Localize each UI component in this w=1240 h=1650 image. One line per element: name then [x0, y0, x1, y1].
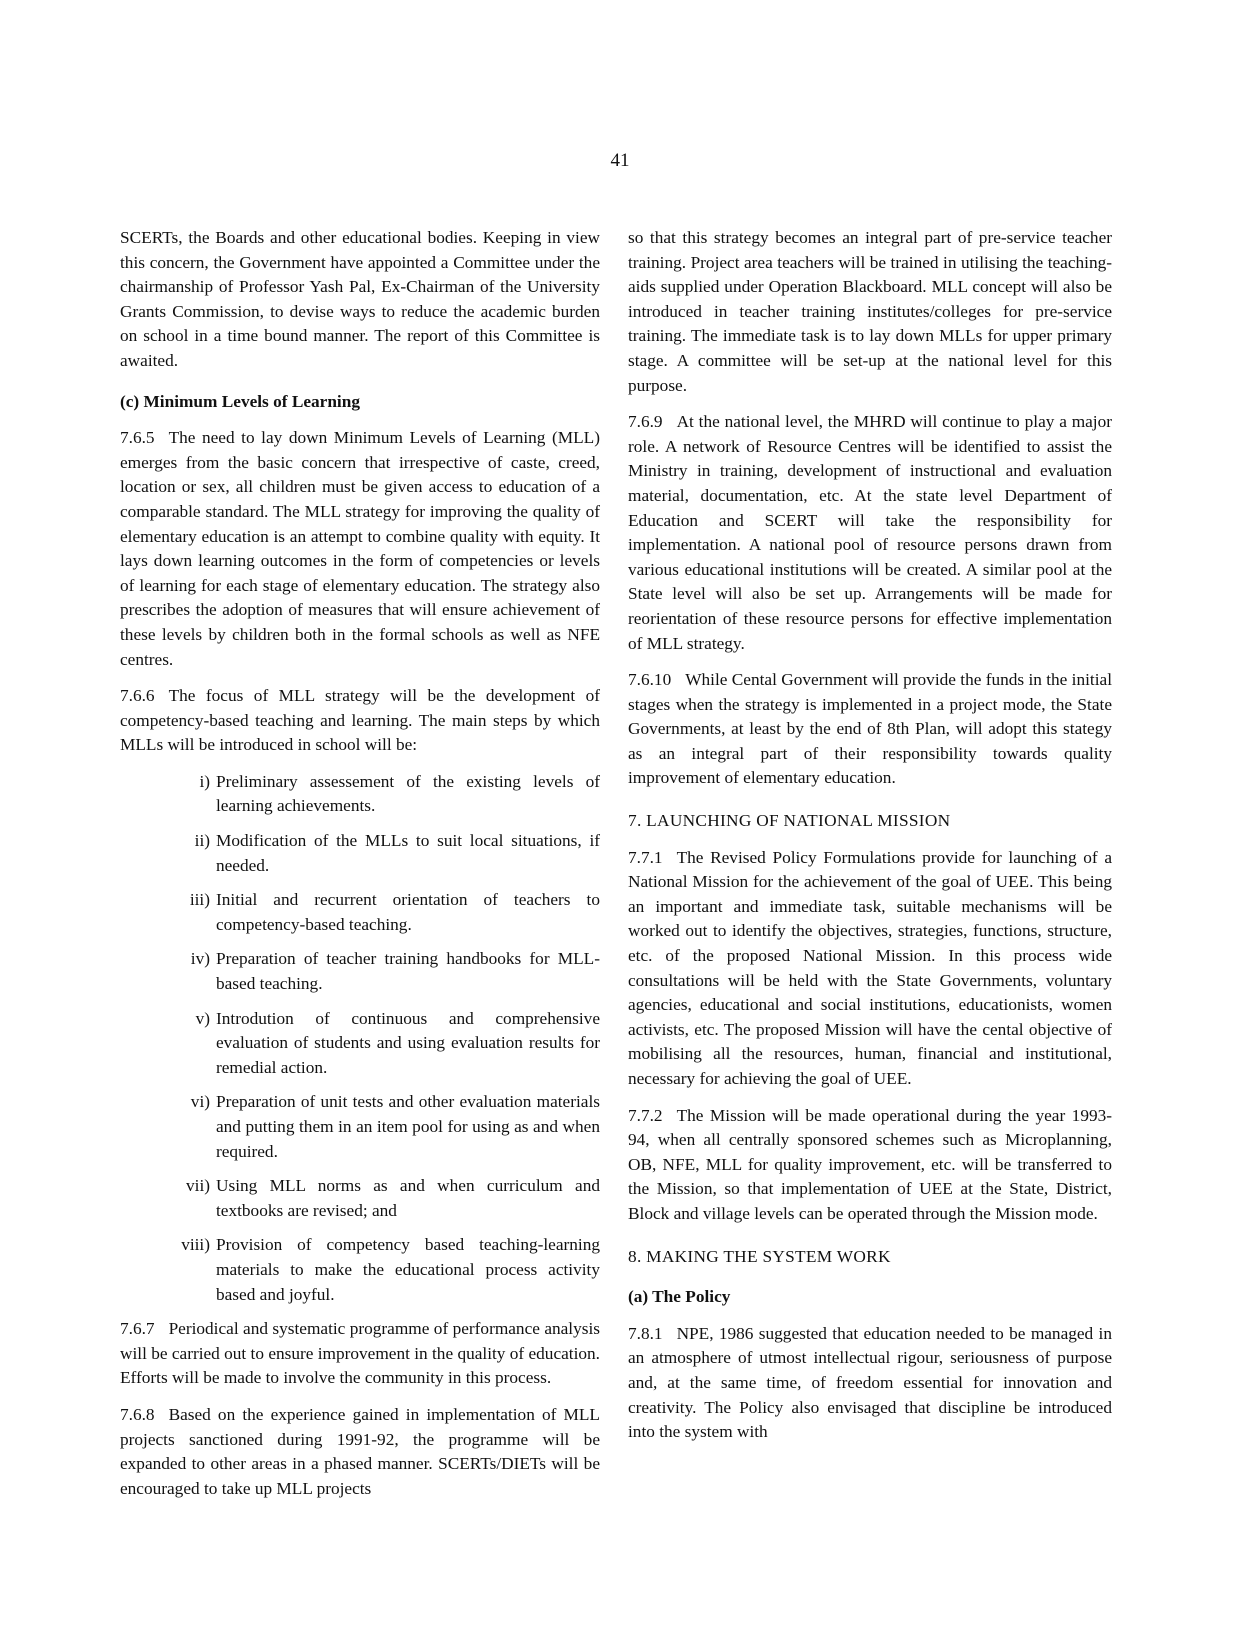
paragraph-number: 7.7.2 — [628, 1105, 663, 1125]
paragraph-text: Periodical and systematic programme of performance analysis will be carried out to ensure improvement in the quality of education. Efforts will be made to involve the community in this process. — [120, 1319, 600, 1388]
list-item — [120, 888, 600, 937]
intro-paragraph: SCERTs, the Boards and other educational bodies. Keeping in view this concern, the Government have appointed a Committee under the chairmanship of Professor Yash Pal, Ex-Chairman of the University Grants Commission, to devise ways to reduce the academic burden on school in a time bound manner. The report of this Committee is awaited. — [120, 228, 600, 370]
list-item-text: Using MLL norms as and when curriculum and textbooks are revised; and — [216, 1176, 600, 1220]
list-item-text: Modification of the MLLs to suit local situations, if needed. — [216, 831, 600, 875]
list-marker: i) — [199, 771, 210, 791]
list-item — [120, 1007, 600, 1081]
paragraph-7-6-8 — [120, 1403, 600, 1501]
paragraph-7-7-2 — [628, 1104, 1112, 1227]
list-item — [120, 1090, 600, 1164]
paragraph-7-6-5 — [120, 426, 600, 672]
left-column — [120, 226, 600, 1513]
page-number: 41 — [610, 150, 630, 171]
paragraph-text: NPE, 1986 suggested that education needed to be managed in an atmosphere of utmost intellectual rigour, seriousness of purpose and, at the same time, of freedom essential for innovation and creativity. The Policy also envisaged that discipline be introduced into the system with — [628, 1323, 1112, 1442]
paragraph-number: 7.6.9 — [628, 412, 663, 432]
list-item — [120, 770, 600, 819]
paragraph-text: Based on the experience gained in implementation of MLL projects sanctioned during 1991-92, the programme will be expanded to other areas in a phased manner. SCERTs/DIETs will be encouraged to take up MLL projects — [120, 1404, 600, 1498]
section-heading-national-mission: 7. LAUNCHING OF NATIONAL MISSION — [628, 811, 951, 831]
list-marker: iv) — [190, 949, 210, 969]
subheading-minimum-levels: (c) Minimum Levels of Learning — [120, 391, 360, 411]
continuation-paragraph: so that this strategy becomes an integral part of pre-service teacher training. Project area teachers will be trained in utilising the teaching-aids supplied under Operation Blackboard. MLL concept will also be introduced in teacher training institutes/colleges for pre-service training. The immediate task is to lay down MLLs for upper primary stage. A committee will be set-up at the national level for this purpose. — [628, 228, 1112, 395]
paragraph-number: 7.6.8 — [120, 1404, 155, 1424]
paragraph-text: At the national level, the MHRD will continue to play a major role. A network of Resource Centres will be identified to assist the Ministry in training, development of instructional and evaluation material, documentation, etc. At the state level Department of Education and SCERT will take the responsibility for implementation. A national pool of resource persons drawn from various educational institutions will be created. A similar pool at the State level will also be set up. Arrangements will be made for reorientation of these resource persons for effective implementation of MLL strategy. — [628, 412, 1112, 653]
list-item-text: Introdution of continuous and comprehensive evaluation of students and using evaluation results for remedial action. — [216, 1008, 600, 1077]
paragraph-text: The Revised Policy Formulations provide for launching of a National Mission for the achievement of the goal of UEE. This being an important and immediate task, suitable mechanisms will be worked out to identify the objectives, strategies, functions, structure, etc. of the proposed National Mission. In this process wide consultations will be held with the State Governments, voluntary agencies, educational and social institutions, educationists, women activists, etc. The proposed Mission will have the cental objective of mobilising all the resources, human, financial and institutional, necessary for achieving the goal of UEE. — [628, 847, 1112, 1088]
list-item — [120, 947, 600, 996]
paragraph-number: 7.6.5 — [120, 428, 155, 448]
paragraph-7-8-1 — [628, 1322, 1112, 1445]
paragraph-number: 7.7.1 — [628, 847, 663, 867]
mll-steps-list — [120, 770, 600, 1307]
list-marker: ii) — [194, 831, 210, 851]
list-marker: vii) — [186, 1176, 210, 1196]
paragraph-text: While Cental Government will provide the funds in the initial stages when the strategy is implemented in a project mode, the State Governments, at least by the end of 8th Plan, will adopt this stategy as an integral part of their responsibility towards quality improvement of elementary education. — [628, 670, 1112, 788]
paragraph-7-6-6 — [120, 684, 600, 758]
paragraph-7-7-1 — [628, 846, 1112, 1092]
list-item-text: Preparation of teacher training handbooks for MLL-based teaching. — [216, 949, 600, 994]
paragraph-number: 7.6.7 — [120, 1319, 155, 1339]
list-item-text: Preliminary assessement of the existing levels of learning achievements. — [216, 771, 600, 816]
paragraph-7-6-10 — [628, 668, 1112, 791]
list-item-text: Initial and recurrent orientation of teachers to competency-based teaching. — [216, 890, 600, 934]
paragraph-number: 7.8.1 — [628, 1323, 663, 1343]
paragraph-7-6-9 — [628, 410, 1112, 656]
list-marker: viii) — [181, 1235, 210, 1255]
list-marker: iii) — [189, 890, 210, 910]
section-heading-system-work: 8. MAKING THE SYSTEM WORK — [628, 1246, 891, 1266]
list-marker: v) — [195, 1008, 210, 1028]
right-column — [628, 226, 1112, 1457]
paragraph-7-6-7 — [120, 1317, 600, 1391]
subheading-the-policy: (a) The Policy — [628, 1287, 731, 1307]
list-item — [120, 1233, 600, 1307]
paragraph-text: The focus of MLL strategy will be the development of competency-based teaching and learning. The main steps by which MLLs will be introduced in school will be: — [120, 686, 600, 755]
paragraph-text: The need to lay down Minimum Levels of Learning (MLL) emerges from the basic concern that irrespective of caste, creed, location or sex, all children must be given access to education of a comparable standard. The MLL strategy for improving the quality of elementary education is an attempt to combine quality with equity. It lays down learning outcomes in the form of competencies or levels of learning for each stage of elementary education. The strategy also prescribes the adoption of measures that will ensure achievement of these levels by children both in the formal schools as well as NFE centres. — [120, 428, 600, 669]
paragraph-number: 7.6.10 — [628, 670, 672, 690]
list-item-text: Provision of competency based teaching-learning materials to make the educational process activity based and joyful. — [216, 1235, 600, 1304]
list-item — [120, 1174, 600, 1223]
paragraph-number: 7.6.6 — [120, 686, 155, 706]
list-marker: vi) — [190, 1092, 210, 1112]
list-item — [120, 829, 600, 878]
paragraph-text: The Mission will be made operational during the year 1993-94, when all centrally sponsored schemes such as Microplanning, OB, NFE, MLL for quality improvement, etc. will be transferred to the Mission, so that implementation of UEE at the State, District, Block and village levels can be operated through the Mission mode. — [628, 1105, 1112, 1223]
list-item-text: Preparation of unit tests and other evaluation materials and putting them in an item pool for using as and when required. — [216, 1092, 600, 1161]
